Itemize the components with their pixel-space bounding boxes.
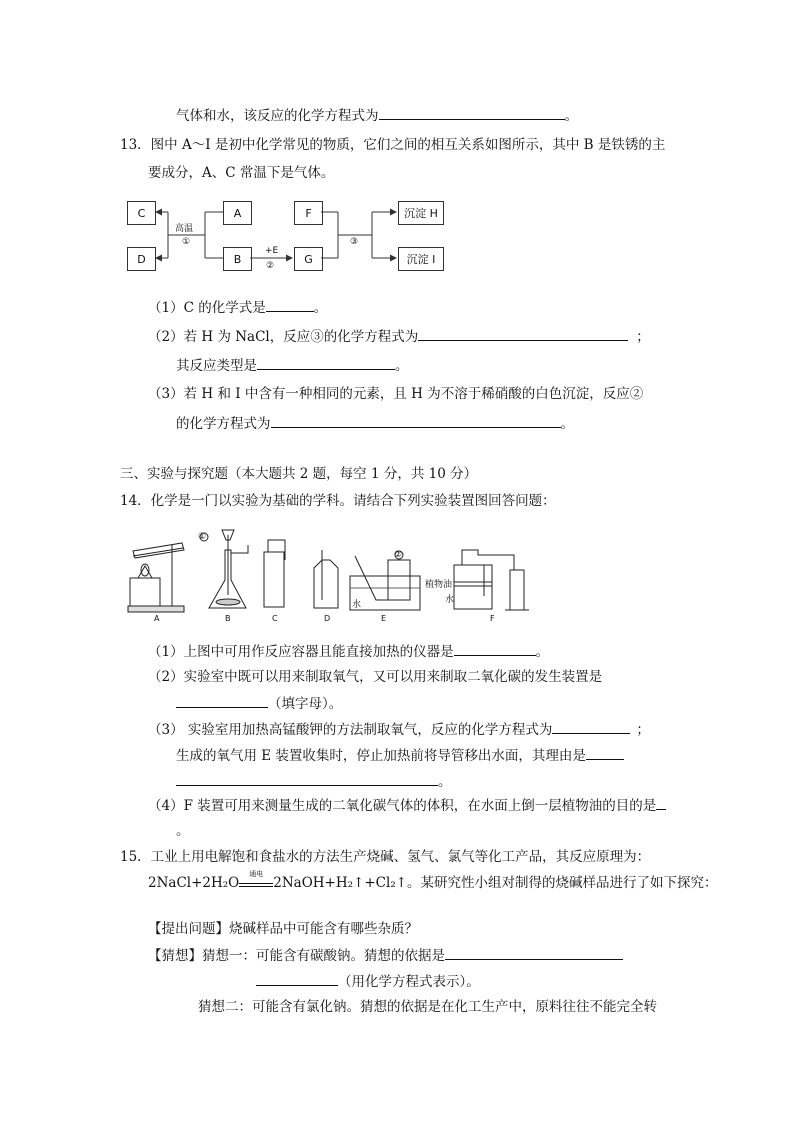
box-A: A <box>223 201 252 225</box>
q12-tail-text: 气体和水，该反应的化学方程式为 <box>176 108 379 124</box>
q15-guess2: 猜想二：可能含有氯化钠。猜想的依据是在化工生产中，原料往往不能完全转 <box>198 999 657 1015</box>
water-label-F: 水 <box>445 595 455 605</box>
box-G: G <box>294 247 323 271</box>
q14-sub1-blank[interactable] <box>454 642 536 656</box>
marker-2: ② <box>394 550 403 560</box>
q15-guess1b-blank[interactable] <box>256 972 338 986</box>
q15-stem-line1: 15．工业上用电解饱和食盐水的方法生产烧碱、氢气、氯气等化工产品，其反应原理为： <box>120 849 651 865</box>
reaction-3-label: ③ <box>350 237 359 247</box>
reaction-2-label: ② <box>266 261 275 271</box>
box-C: C <box>127 201 156 225</box>
q15-problem: 【提出问题】烧碱样品中可能含有哪些杂质？ <box>148 921 418 937</box>
apparatus-label-B: B <box>225 614 231 623</box>
box-precipitate-I: 沉淀 I <box>398 247 444 271</box>
q14-sub3b: 生成的氧气用 E 装置收集时，停止加热前将导管移出水面，其理由是 <box>176 746 624 765</box>
equation-right: 2NaOH+H₂↑+Cl₂↑ <box>273 875 408 891</box>
q13-sub3: （3）若 H 和 I 中含有一种相同的元素，且 H 为不溶于稀硝酸的白色沉淀，反应② <box>148 386 644 402</box>
equation-condition: 通电 <box>249 870 264 878</box>
q14-sub3: （3） 实验室用加热高锰酸钾的方法制取氧气，反应的化学方程式为 ； <box>148 722 650 738</box>
q13-sub2b: 其反应类型是 。 <box>176 358 409 374</box>
q14-sub3c: 。 <box>176 772 452 791</box>
box-F: F <box>294 201 323 225</box>
q15-guess1: 【猜想】猜想一：可能含有碳酸钠。猜想的依据是 <box>148 946 623 965</box>
q12-tail-line: 气体和水，该反应的化学方程式为 。 <box>176 108 578 124</box>
q14-sub3-blank[interactable] <box>552 720 630 734</box>
apparatus-label-D: D <box>324 614 331 623</box>
box-precipitate-H: 沉淀 H <box>398 201 444 225</box>
q13-stem-line1: 13．图中 A～I 是初中化学常见的物质，它们之间的相互关系如图所示，其中 B 是铁锈的主 <box>120 137 666 153</box>
oil-label: 植物油 <box>425 580 453 590</box>
condition-plus-E: +E <box>265 246 279 256</box>
apparatus-label-C: C <box>272 614 278 623</box>
q14-sub4-blank[interactable] <box>656 796 666 810</box>
equation-arrow <box>239 870 273 887</box>
apparatus-label-F: F <box>490 614 495 623</box>
equation-left: 2NaCl+2H₂O <box>148 875 240 891</box>
section3-title: 三、实验与探究题（本大题共 2 题，每空 1 分，共 10 分） <box>120 466 478 482</box>
q13-sub1: （1）C 的化学式是 。 <box>148 300 328 316</box>
condition-high-temp: 高温 <box>175 224 194 234</box>
q14-stem: 14．化学是一门以实验为基础的学科。请结合下列实验装置图回答问题： <box>120 493 556 509</box>
q15-guess1b: （用化学方程式表示）。 <box>256 972 480 991</box>
q13-sub3b: 的化学方程式为 。 <box>176 416 574 432</box>
q14-sub3b-blank[interactable] <box>586 746 624 760</box>
box-B: B <box>223 247 252 271</box>
q14-sub2-blank[interactable] <box>176 694 268 708</box>
q13-stem-line2: 要成分，A、C 常温下是气体。 <box>148 165 335 181</box>
q14-sub3c-blank[interactable] <box>176 772 438 786</box>
marker-1: ① <box>198 532 207 542</box>
apparatus-label-A: A <box>154 614 160 623</box>
q14-sub1: （1）上图中可用作反应容器且能直接加热的仪器是 。 <box>148 644 550 660</box>
q14-sub4b: 。 <box>176 823 190 839</box>
box-D: D <box>127 247 156 271</box>
water-label-E: 水 <box>352 600 362 610</box>
apparatus-label-E: E <box>381 614 387 623</box>
q15-equation-line: 2NaCl+2H₂O 通电 2NaOH+H₂↑+Cl₂↑。某研究性小组对制得的烧碱样品进行了如下探究： <box>148 874 718 892</box>
q14-sub4: （4）F 装置可用来测量生成的二氧化碳气体的体积，在水面上倒一层植物油的目的是 <box>148 796 666 815</box>
q13-sub2: （2）若 H 为 NaCl，反应③的化学方程式为 ； <box>148 329 650 345</box>
q15-guess1-blank[interactable] <box>445 946 623 960</box>
reaction-1-label: ① <box>182 237 191 247</box>
q14-sub2b: （填字母）。 <box>176 694 342 713</box>
q14-sub2: （2）实验室中既可以用来制取氧气，又可以用来制取二氧化碳的发生装置是 <box>148 669 603 685</box>
